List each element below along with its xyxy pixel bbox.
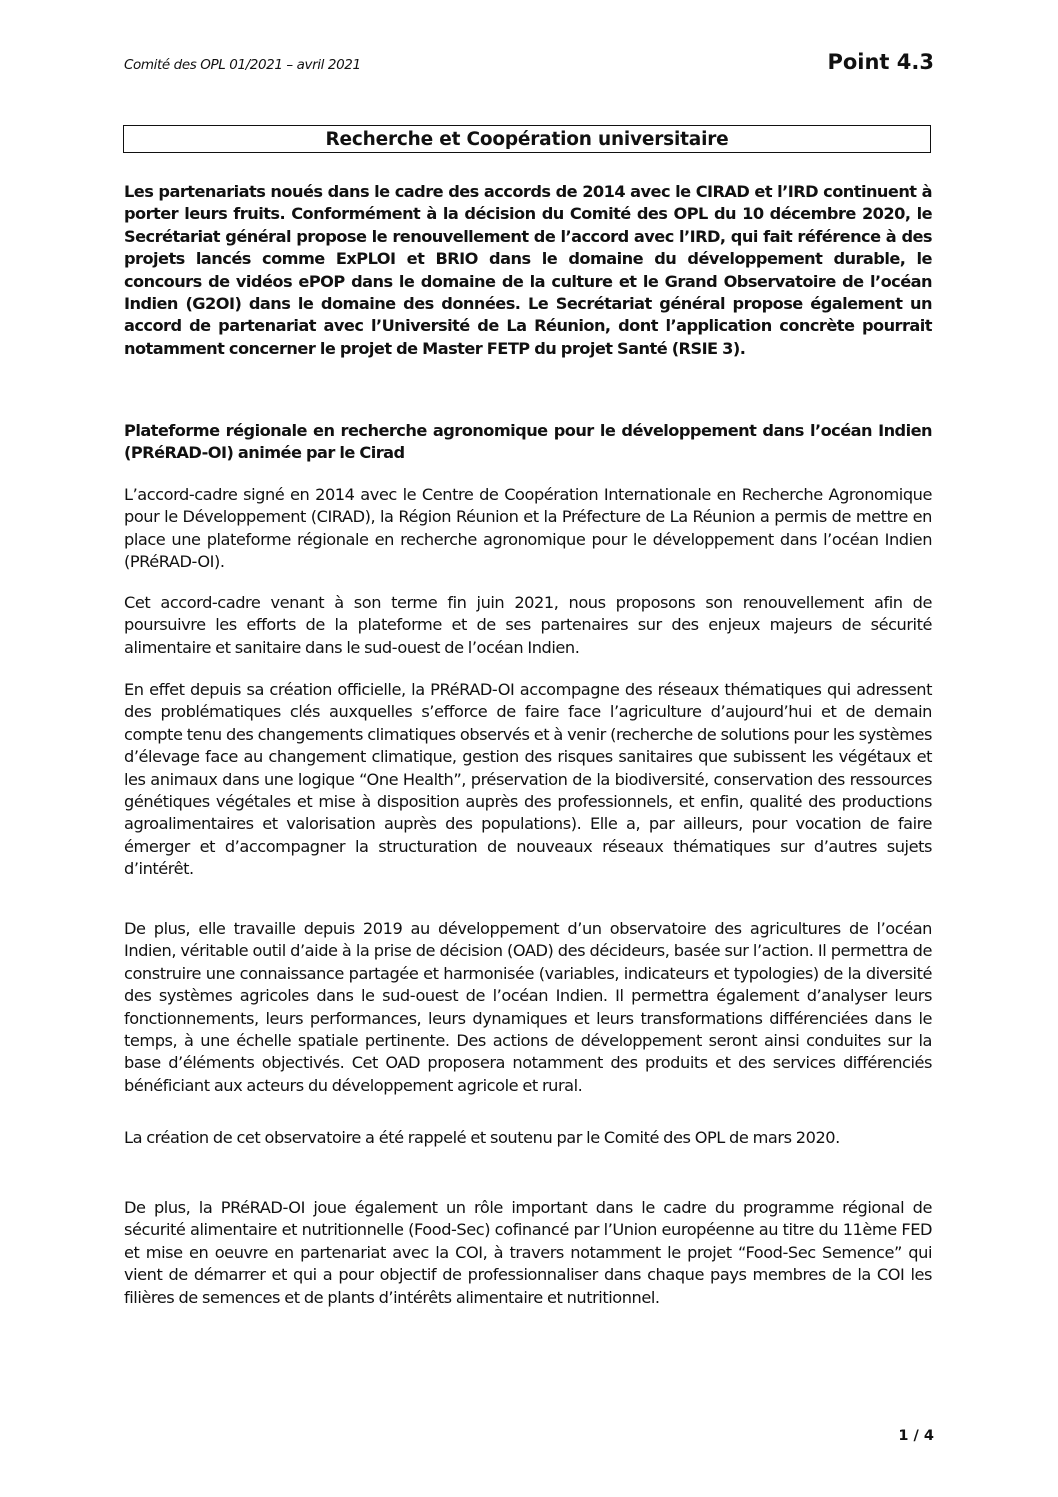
paragraph: [124, 592, 932, 659]
meeting-label: Comité des OPL 01/2021 – avril 2021: [124, 57, 361, 73]
paragraph: [124, 679, 932, 881]
paragraph: [124, 1127, 932, 1149]
intro-paragraph: [124, 181, 932, 360]
paragraph: [124, 484, 932, 574]
page-title: Recherche et Coopération universitaire: [325, 128, 729, 150]
paragraph-text: L’accord-cadre signé en 2014 avec le Centre de Coopération Internationale en Recherche Agronomique pour le Développement (CIRAD), la Région Réunion et la Préfecture de La Réunion a permis de mettre en place une plateforme régionale en recherche agronomique pour le développement dans l’océan Indien (PRéRAD-OI).: [124, 485, 932, 572]
intro-text: Les partenariats noués dans le cadre des accords de 2014 avec le CIRAD et l’IRD continuent à porter leurs fruits. Conformément à la décision du Comité des OPL du 10 décembre 2020, le Secrétariat général propose le renouvellement de l’accord avec l’IRD, qui fait référence à des projets lancés comme ExPLOI et BRIO dans le domaine du développement durable, le concours de vidéos ePOP dans le domaine de la culture et le Grand Observatoire de l’océan Indien (G2OI) dans le domaine des données. Le Secrétariat général propose également un accord de partenariat avec l’Université de La Réunion, dont l’application concrète pourrait notamment concerner le projet de Master FETP du projet Santé (RSIE 3).: [124, 182, 932, 358]
point-label: Point 4.3: [827, 50, 934, 74]
paragraph: [124, 918, 932, 1097]
title-box: [123, 125, 931, 153]
paragraph-text: La création de cet observatoire a été rappelé et soutenu par le Comité des OPL de mars 2020.: [124, 1128, 840, 1147]
paragraph-text: De plus, elle travaille depuis 2019 au développement d’un observatoire des agricultures de l’océan Indien, véritable outil d’aide à la prise de décision (OAD) des décideurs, basée sur l’action. Il permettra de construire une connaissance partagée et harmonisée (variables, indicateurs et typologies) de la diversité des systèmes agricoles dans le sud-ouest de l’océan Indien. Il permettra également d’analyser leurs fonctionnements, leurs performances, leurs dynamiques et leurs transformations différenciées dans le temps, à une échelle spatiale pertinente. Des actions de développement seront ainsi conduites sur la base d’éléments objectivés. Cet OAD proposera notamment des produits et des services différenciés bénéficiant aux acteurs du développement agricole et rural.: [124, 919, 932, 1095]
section-heading-text: Plateforme régionale en recherche agronomique pour le développement dans l’océan Indien (PRéRAD-OI) animée par le Cirad: [124, 421, 932, 463]
paragraph: [124, 1197, 932, 1309]
page-number: 1 / 4: [898, 1428, 934, 1444]
paragraph-text: En effet depuis sa création officielle, la PRéRAD-OI accompagne des réseaux thématiques qui adressent des problématiques clés auxquelles s’efforce de faire face l’agriculture d’aujourd’hui et de demain compte tenu des changements climatiques observés et à venir (recherche de solutions pour les systèmes d’élevage face au changement climatique, gestion des risques sanitaires que subissent les végétaux et les animaux dans une logique “One Health”, préservation de la biodiversité, conservation des ressources génétiques végétales et mise à disposition auprès des professionnels, et enfin, qualité des productions agroalimentaires et valorisation auprès des populations). Elle a, par ailleurs, pour vocation de faire émerger et d’accompagner la structuration de nouveaux réseaux thématiques sur d’autres sujets d’intérêt.: [124, 680, 932, 879]
paragraph-text: De plus, la PRéRAD-OI joue également un rôle important dans le cadre du programme régional de sécurité alimentaire et nutritionnelle (Food-Sec) cofinancé par l’Union européenne au titre du 11ème FED et mise en oeuvre en partenariat avec la COI, à travers notamment le projet “Food-Sec Semence” qui vient de démarrer et qui a pour objectif de professionnaliser dans chaque pays membres de la COI les filières de semences et de plants d’intérêts alimentaire et nutritionnel.: [124, 1198, 932, 1307]
section-heading: [124, 420, 932, 465]
paragraph-text: Cet accord-cadre venant à son terme fin juin 2021, nous proposons son renouvellement afin de poursuivre les efforts de la plateforme et de ses partenaires sur des enjeux majeurs de sécurité alimentaire et sanitaire dans le sud-ouest de l’océan Indien.: [124, 593, 932, 657]
